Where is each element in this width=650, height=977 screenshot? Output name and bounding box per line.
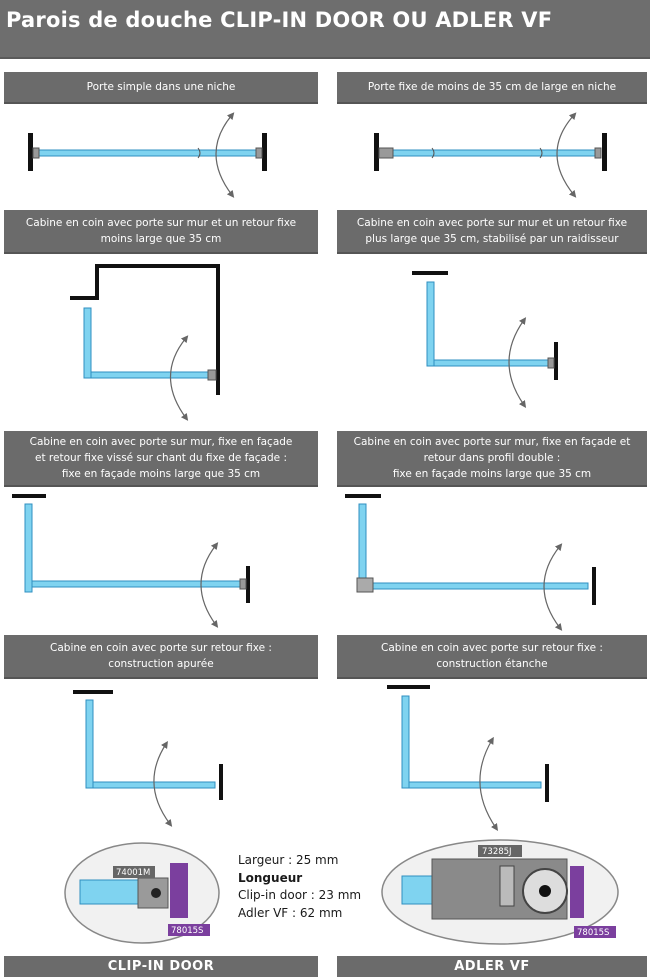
wall-top xyxy=(73,690,113,694)
glass-panel xyxy=(384,150,597,156)
caption-3-line-1: Cabine en coin avec porte sur mur et un retour fixe xyxy=(25,217,297,229)
dimensions-legend xyxy=(238,852,361,922)
footer-clip-in-door: CLIP-IN DOOR xyxy=(4,956,318,977)
caption-4-line-1: Cabine en coin avec porte sur mur et un retour fixe xyxy=(356,217,628,229)
caption-7-line-1: Cabine en coin avec porte sur retour fixe : xyxy=(50,642,272,654)
seal-code-78015S: 78015S xyxy=(171,926,204,936)
wall-top xyxy=(412,271,448,275)
hinge xyxy=(240,579,246,589)
legend-clip-in-door-length: Clip-in door : 23 mm xyxy=(238,888,362,902)
hinge xyxy=(595,148,601,158)
caption-5-line-3: fixe en façade moins large que 35 cm xyxy=(61,468,261,480)
hinge xyxy=(548,358,554,368)
diagram-4-corner-wide-return xyxy=(412,271,558,405)
caption-7-line-2: construction apurée xyxy=(108,658,214,670)
caption-4-line-2: plus large que 35 cm, stabilisé par un raidisseur xyxy=(365,233,619,245)
wall-left xyxy=(28,133,33,171)
glass-front-door xyxy=(372,583,588,589)
wall-right xyxy=(246,566,250,603)
caption-5-line-2: et retour fixe vissé sur chant du fixe de façade : xyxy=(35,452,287,464)
hinge xyxy=(256,148,262,158)
wall-left xyxy=(374,133,379,171)
page-title: Parois de douche CLIP-IN DOOR OU ADLER VF xyxy=(6,8,553,32)
clamp-screw xyxy=(500,866,514,906)
diagram-5-corner-front-fixed xyxy=(12,494,250,625)
double-profile xyxy=(357,578,373,592)
seal-profile xyxy=(170,863,188,918)
hinge xyxy=(208,370,216,380)
glass-panel xyxy=(38,150,258,156)
wall-right xyxy=(554,342,558,380)
wall-right xyxy=(219,764,223,800)
diagram-6-corner-double-profile xyxy=(345,494,596,628)
seal-code-78015S: 78015S xyxy=(577,928,610,938)
caption-8-line-2: construction étanche xyxy=(436,658,548,670)
legend-length-heading: Longueur xyxy=(238,870,303,885)
wall-right xyxy=(545,764,549,802)
glass-section xyxy=(80,880,145,904)
wall-top xyxy=(12,494,46,498)
caption-6-line-1: Cabine en coin avec porte sur mur, fixe en façade et xyxy=(353,436,631,448)
wall-top xyxy=(387,685,430,689)
glass-return xyxy=(25,504,32,592)
part-code-73285J: 73285J xyxy=(482,847,512,857)
wall-right xyxy=(592,567,596,605)
glass-door xyxy=(409,782,541,788)
legend-width: Largeur : 25 mm xyxy=(238,853,339,867)
glass-return xyxy=(86,700,93,788)
wall-top xyxy=(345,494,381,498)
wall-right xyxy=(262,133,267,171)
seal-profile xyxy=(570,866,584,918)
diagram-8-return-door-sealed xyxy=(387,685,549,828)
wall-right xyxy=(602,133,607,171)
glass-return xyxy=(427,282,434,366)
legend-adler-vf-length: Adler VF : 62 mm xyxy=(238,905,343,920)
footer-adler-vf: ADLER VF xyxy=(337,956,647,977)
diagram-1-single-door-niche xyxy=(28,115,267,195)
glass-door xyxy=(91,372,211,378)
hinge xyxy=(379,148,393,158)
part-code-74001M: 74001M xyxy=(116,868,151,878)
detail-adler-vf xyxy=(382,840,618,944)
glass-front-door xyxy=(32,581,242,587)
caption-1-line-1: Porte simple dans une niche xyxy=(86,81,236,93)
diagram-7-return-door-clean xyxy=(73,690,223,824)
pivot-pin xyxy=(539,885,551,897)
caption-8-line-1: Cabine en coin avec porte sur retour fixe : xyxy=(381,642,603,654)
diagram-2-fixed-panel-niche xyxy=(374,115,607,195)
glass-return xyxy=(84,308,91,378)
glass-return xyxy=(402,696,409,788)
caption-3-line-2: moins large que 35 cm xyxy=(100,233,222,245)
caption-6-line-2: retour dans profil double : xyxy=(423,452,561,464)
caption-2-line-1: Porte fixe de moins de 35 cm de large en niche xyxy=(367,81,617,93)
glass-door xyxy=(434,360,549,366)
pivot-pin xyxy=(151,888,161,898)
diagram-3-corner-narrow-return xyxy=(70,266,218,418)
detail-clip-in-door xyxy=(65,843,219,943)
hinge xyxy=(33,148,39,158)
caption-5-line-1: Cabine en coin avec porte sur mur, fixe en façade xyxy=(29,436,293,448)
caption-6-line-3: fixe en façade moins large que 35 cm xyxy=(392,468,592,480)
